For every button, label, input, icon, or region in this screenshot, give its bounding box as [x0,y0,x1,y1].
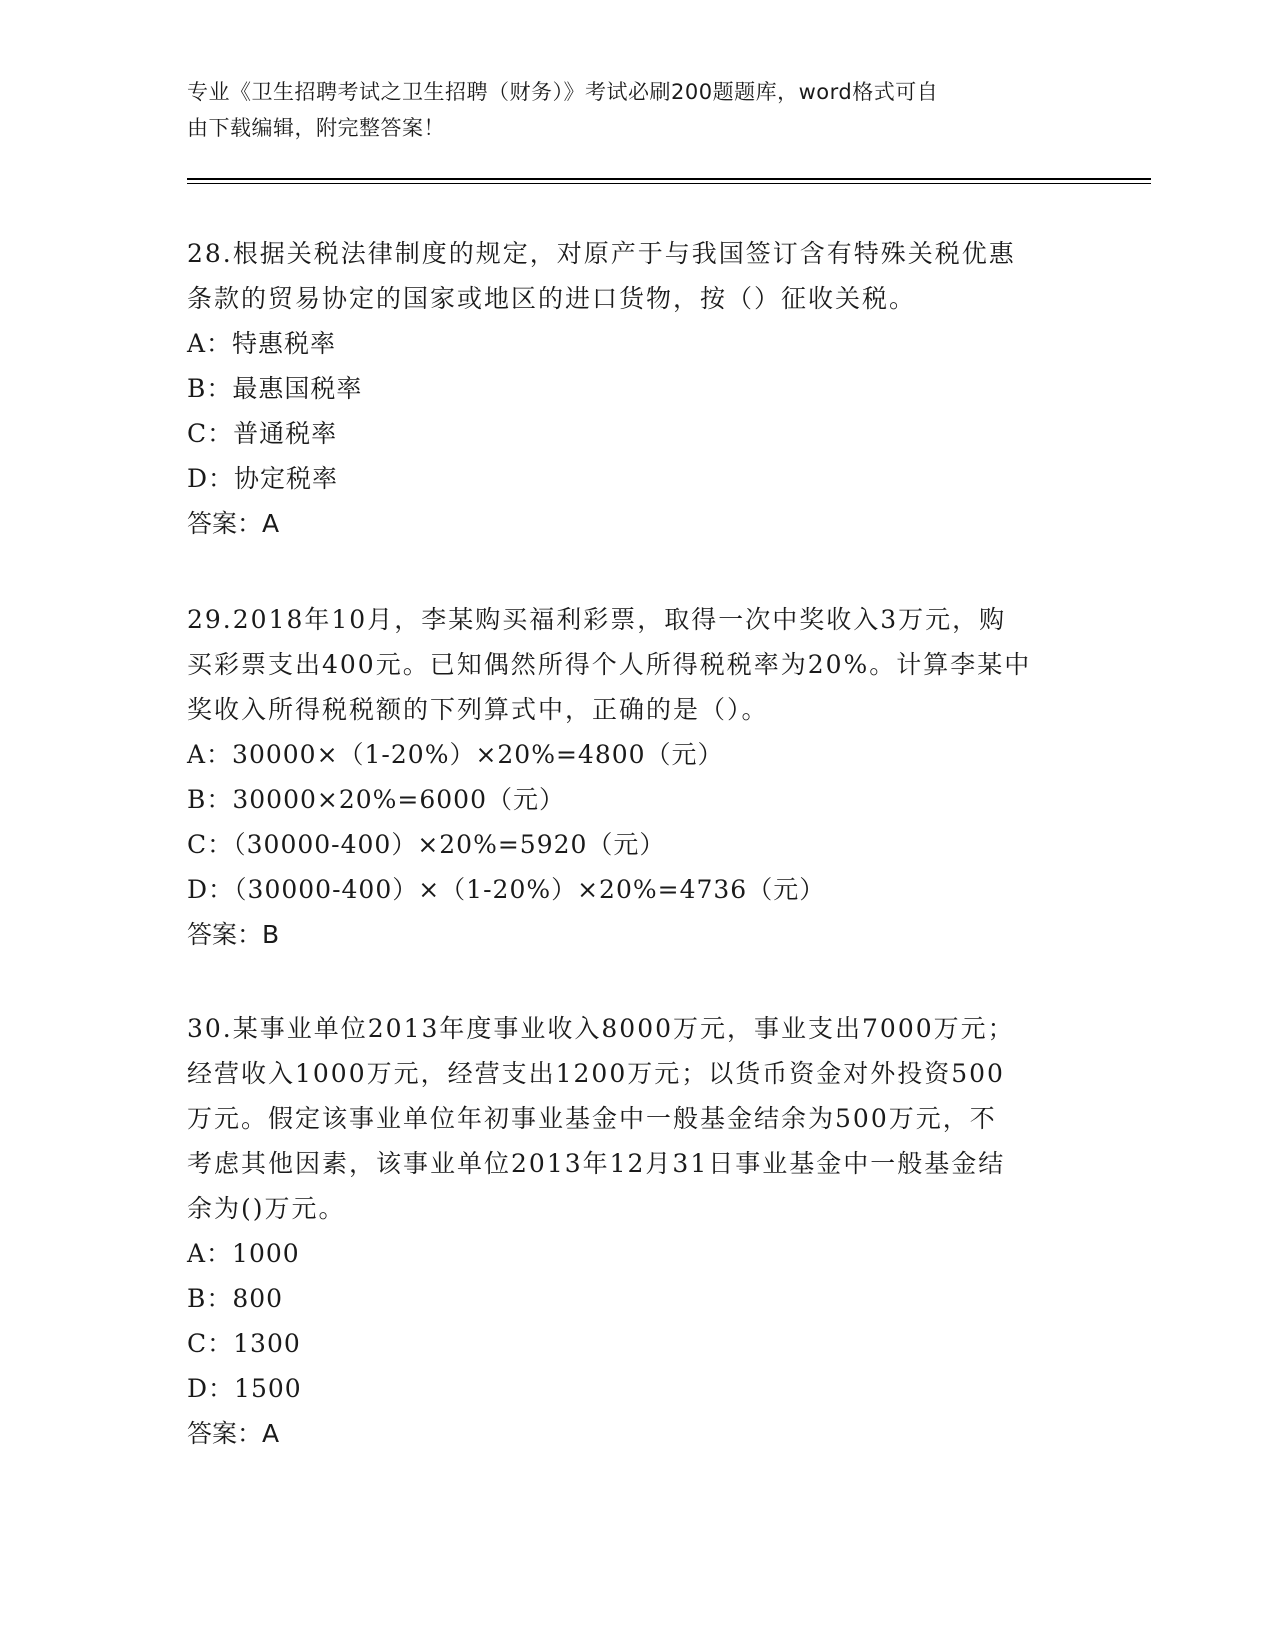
question-stem-line: 经营收入1000万元，经营支出1200万元；以货币资金对外投资500 [187,1059,1005,1088]
question-stem-line: 28.根据关税法律制度的规定，对原产于与我国签订含有特殊关税优惠 [187,239,1016,268]
header-line-1: 专业《卫生招聘考试之卫生招聘（财务）》考试必刷200题题库，word格式可自 [187,80,939,104]
question-stem-line: 买彩票支出400元。已知偶然所得个人所得税税率为20%。计算李某中 [187,650,1032,679]
question-28 [187,231,1077,546]
question-stem-line: 余为()万元。 [187,1194,346,1223]
header-divider-thin [187,183,1151,184]
answer: 答案：A [187,509,280,538]
option-b: B：800 [187,1284,284,1313]
option-d: D：协定税率 [187,464,339,493]
question-stem-line: 条款的贸易协定的国家或地区的进口货物，按（）征收关税。 [187,284,917,313]
option-d: D：（30000-400）×（1-20%）×20%=4736（元） [187,875,826,904]
answer: 答案：B [187,920,280,949]
option-b: B：最惠国税率 [187,374,363,403]
option-d: D：1500 [187,1374,302,1403]
question-stem-line: 奖收入所得税税额的下列算式中，正确的是（）。 [187,695,769,724]
option-c: C：普通税率 [187,419,338,448]
question-stem-line: 万元。假定该事业单位年初事业基金中一般基金结余为500万元，不 [187,1104,997,1133]
option-a: A：30000×（1-20%）×20%=4800（元） [187,740,724,769]
answer: 答案：A [187,1419,280,1448]
option-c: C：1300 [187,1329,301,1358]
question-stem-line: 29.2018年10月，李某购买福利彩票，取得一次中奖收入3万元，购 [187,605,1007,634]
option-b: B：30000×20%=6000（元） [187,785,565,814]
header-divider-thick [187,178,1151,180]
header-line-2: 由下载编辑，附完整答案！ [187,116,445,140]
question-29 [187,597,1077,957]
question-stem-line: 30.某事业单位2013年度事业收入8000万元，事业支出7000万元； [187,1014,1015,1043]
option-a: A：1000 [187,1239,300,1268]
question-stem-line: 考虑其他因素，该事业单位2013年12月31日事业基金中一般基金结 [187,1149,1006,1178]
document-header [187,74,1067,146]
option-a: A：特惠税率 [187,329,337,358]
question-30 [187,1006,1077,1456]
option-c: C：（30000-400）×20%=5920（元） [187,830,666,859]
